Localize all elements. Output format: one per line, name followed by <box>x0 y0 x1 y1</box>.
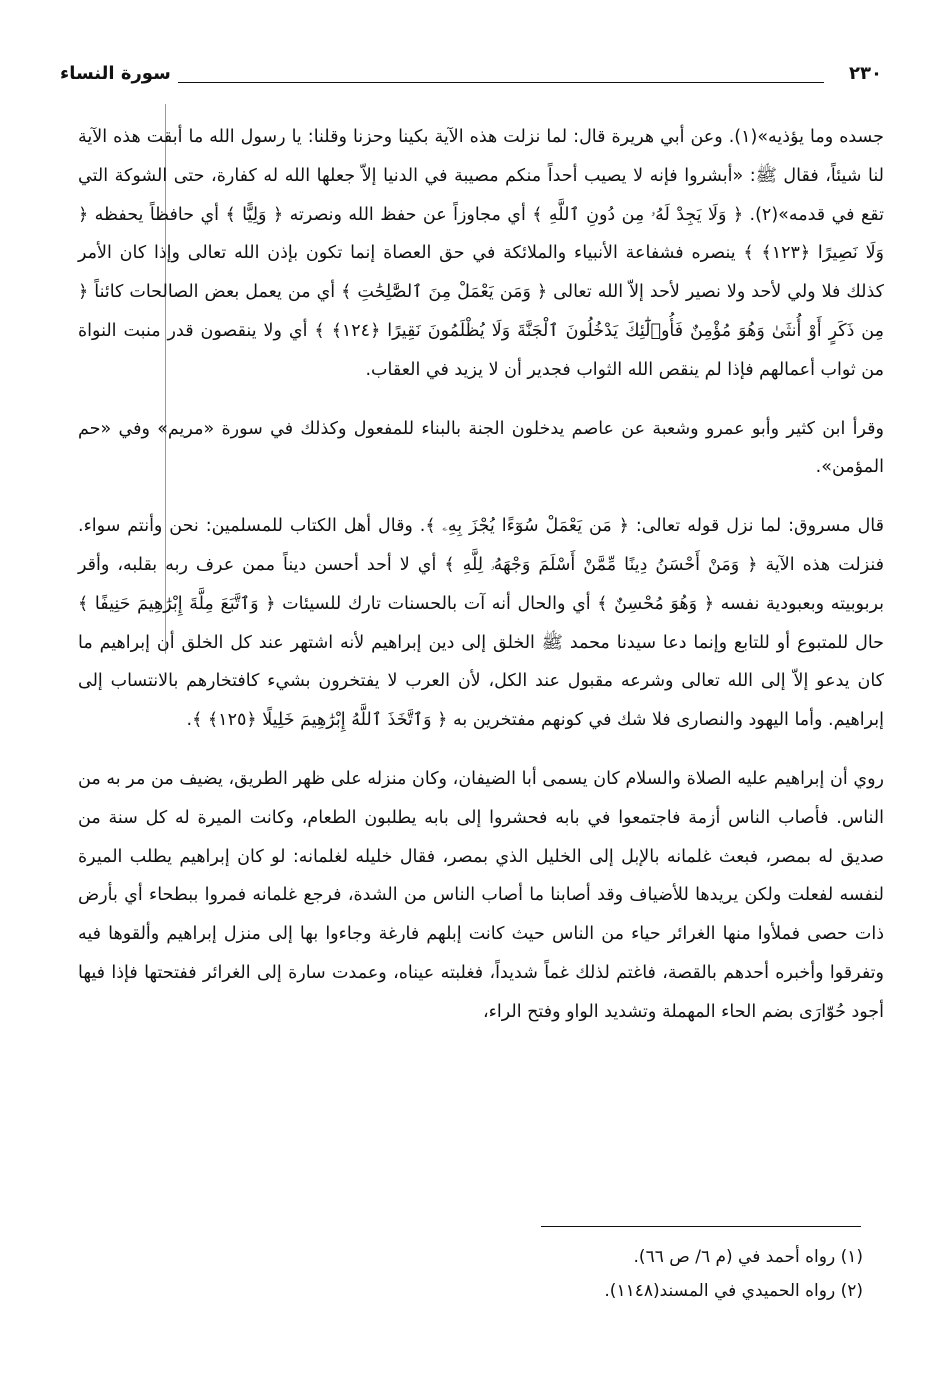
header-rule <box>178 82 824 83</box>
paragraph-verse-commentary: جسده وما يؤذيه»(١). وعن أبي هريرة قال: لما نزلت هذه الآية بكينا وحزنا وقلنا: يا رسول الله ما أبقت هذه الآية لنا شيئاً، فقال ﷺ: «أبشروا فإنه لا يصيب أحداً منكم مصيبة في الدنيا إلاّ جعلها الله له كفارة، حتى الشوكة التي تقع في قدمه»(٢). ﴿ وَلَا يَجِدْ لَهُۥ مِن دُونِ ٱللَّهِ ﴾ أي مجاوزاً عن حفظ الله ونصرته ﴿ وَلِيًّا ﴾ أي حافظاً يحفظه ﴿ وَلَا نَصِيرًا ﴿١٢٣﴾ ﴾ ينصره فشفاعة الأنبياء والملائكة في حق العصاة إنما تكون بإذن الله تعالى وإذا كان الأمر كذلك فلا ولي لأحد ولا نصير لأحد إلاّ الله تعالى ﴿ وَمَن يَعْمَلْ مِنَ ٱلصَّٰلِحَٰتِ ﴾ أي من يعمل بعض الصالحات كائناً ﴿ مِن ذَكَرٍ أَوْ أُنثَىٰ وَهُوَ مُؤْمِنٌ فَأُو۟لَٰٓئِكَ يَدْخُلُونَ ٱلْجَنَّةَ وَلَا يُظْلَمُونَ نَقِيرًا ﴿١٢٤﴾ ﴾ أي ولا ينقصون قدر منبت النواة من ثواب أعمالهم فإذا لم ينقص الله الثواب فجدير أن لا يزيد في العقاب. <box>78 127 885 380</box>
paragraph-ibrahim-story: روي أن إبراهيم عليه الصلاة والسلام كان يسمى أبا الضيفان، وكان منزله على ظهر الطريق، يضيف من مر به من الناس. فأصاب الناس أزمة فاجتمعوا في بابه فحشروا إلى بابه يطلبون الطعام، وكانت الميرة له كل سنة من صديق له بمصر، فبعث غلمانه بالإبل إلى الخليل الذي بمصر، فقال خليله لغلمانه: لو كان إبراهيم يطلب الميرة لنفسه لفعلت ولكن يريدها للأضياف وقد أصابنا ما أصاب الناس من الشدة، فرجع غلمانه فمروا ببطحاء أي بأرض ذات حصى فملأوا منها الغرائر حياء من الناس حيث كانت إبلهم فارغة وجاءوا بها إلى منزل إبراهيم وألقوها فيه وتفرقوا وأخبره أحدهم بالقصة، فاغتم لذلك غماً شديداً، فغلبته عيناه، وعمدت سارة إلى الغرائر ففتحتها فإذا فيها أجود حُوّارَى بضم الحاء المهملة وتشديد الواو وفتح الراء، <box>78 768 884 1022</box>
paragraph-readings: وقرأ ابن كثير وأبو عمرو وشعبة عن عاصم يدخلون الجنة بالبناء للمفعول وكذلك في سورة «مريم» وفي «حم المؤمن». <box>78 418 884 478</box>
surah-title: سورة النساء <box>60 63 171 84</box>
footnote-divider <box>541 1226 861 1227</box>
page-number: ٢٣٠ <box>849 63 882 84</box>
footnote-1: (١) رواه أحمد في (م ٦/ ص ٦٦). <box>633 1247 863 1267</box>
main-text <box>78 118 884 1032</box>
running-header <box>60 62 882 92</box>
footnote-2: (٢) رواه الحميدي في المسند(١١٤٨). <box>604 1281 863 1301</box>
footnotes <box>363 1240 863 1308</box>
paragraph-masruq: قال مسروق: لما نزل قوله تعالى: ﴿ مَن يَعْمَلْ سُوٓءًا يُجْزَ بِهِۦ ﴾. وقال أهل الكتاب للمسلمين: نحن وأنتم سواء. فنزلت هذه الآية ﴿ وَمَنْ أَحْسَنُ دِينًا مِّمَّنْ أَسْلَمَ وَجْهَهُۥ لِلَّهِ ﴾ أي لا أحد أحسن ديناً ممن عرف ربه بقلبه، وأقر بربوبيته وبعبودية نفسه ﴿ وَهُوَ مُحْسِنٌ ﴾ أي والحال أنه آت بالحسنات تارك للسيئات ﴿ وَٱتَّبَعَ مِلَّةَ إِبْرَٰهِيمَ حَنِيفًا ﴾ حال للمتبوع أو للتابع وإنما دعا سيدنا محمد ﷺ الخلق إلى دين إبراهيم لأنه اشتهر عند كل الخلق أن إبراهيم ما كان يدعو إلاّ إلى الله تعالى وشرعه مقبول عند الكل، لأن العرب لا يفتخرون بشيء كافتخارهم بالانتساب إلى إبراهيم. وأما اليهود والنصارى فلا شك في كونهم مفتخرين به ﴿ وَٱتَّخَذَ ٱللَّهُ إِبْرَٰهِيمَ خَلِيلًا ﴿١٢٥﴾ ﴾. <box>78 516 884 731</box>
